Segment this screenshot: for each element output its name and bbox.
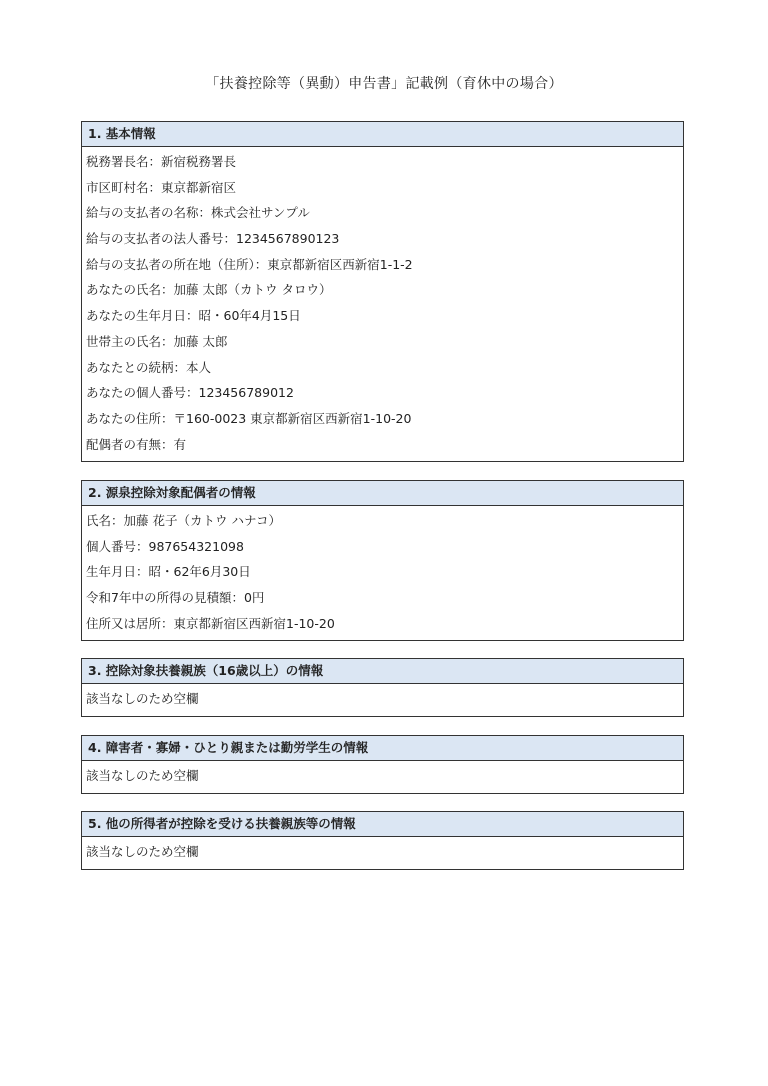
- field-payer-address: 給与の支払者の所在地（住所）：東京都新宿区西新宿1-1-2: [86, 256, 413, 272]
- section-header: 4. 障害者・寡婦・ひとり親または勤労学生の情報: [82, 736, 683, 761]
- field-spouse-individual-number: 個人番号：987654321098: [86, 538, 244, 554]
- section-body: [82, 761, 683, 793]
- field-municipality: 市区町村名：東京都新宿区: [86, 179, 237, 195]
- field-householder-name: 世帯主の氏名：加藤 太郎: [86, 333, 228, 349]
- field-your-birthdate: あなたの生年月日：昭・60年4月15日: [86, 308, 301, 324]
- field-payer-corporate-number: 給与の支払者の法人番号：1234567890123: [86, 231, 340, 247]
- field-your-address: あなたの住所：〒160-0023 東京都新宿区西新宿1-10-20: [86, 410, 412, 426]
- field-payer-name: 給与の支払者の名称：株式会社サンプル: [86, 205, 310, 221]
- field-not-applicable: 該当なしのため空欄: [86, 844, 199, 859]
- section-header: 3. 控除対象扶養親族（16歳以上）の情報: [82, 659, 683, 684]
- field-tax-office: 税務署長名：新宿税務署長: [86, 154, 237, 169]
- field-relationship: あなたとの続柄：本人: [86, 359, 212, 375]
- field-your-name: あなたの氏名：加藤 太郎（カトウ タロウ）: [86, 282, 332, 298]
- section-body: [82, 837, 683, 869]
- field-not-applicable: 該当なしのため空欄: [86, 691, 199, 706]
- section-header: 1. 基本情報: [82, 122, 683, 147]
- section-header: 2. 源泉控除対象配偶者の情報: [82, 481, 683, 506]
- field-spouse-income-estimate: 令和7年中の所得の見積額：0円: [86, 590, 265, 606]
- section-body: [82, 684, 683, 716]
- field-your-individual-number: あなたの個人番号：123456789012: [86, 385, 294, 401]
- section-dependents-16plus: [81, 658, 684, 717]
- field-spouse-name: 氏名：加藤 花子（カトウ ハナコ）: [86, 513, 281, 528]
- section-spouse-info: [81, 480, 684, 641]
- field-spouse-birthdate: 生年月日：昭・62年6月30日: [86, 564, 251, 580]
- section-disability-widow-student: [81, 735, 684, 794]
- field-spouse-address: 住所又は居所：東京都新宿区西新宿1-10-20: [86, 615, 335, 631]
- section-body: [82, 506, 683, 640]
- field-not-applicable: 該当なしのため空欄: [86, 768, 199, 783]
- document-title: 「扶養控除等（異動）申告書」記載例（育休中の場合）: [205, 76, 563, 92]
- section-header: 5. 他の所得者が控除を受ける扶養親族等の情報: [82, 812, 683, 837]
- section-body: [82, 147, 683, 461]
- section-other-earner-dependents: [81, 811, 684, 870]
- section-basic-info: [81, 121, 684, 462]
- field-spouse-presence: 配偶者の有無：有: [86, 436, 187, 452]
